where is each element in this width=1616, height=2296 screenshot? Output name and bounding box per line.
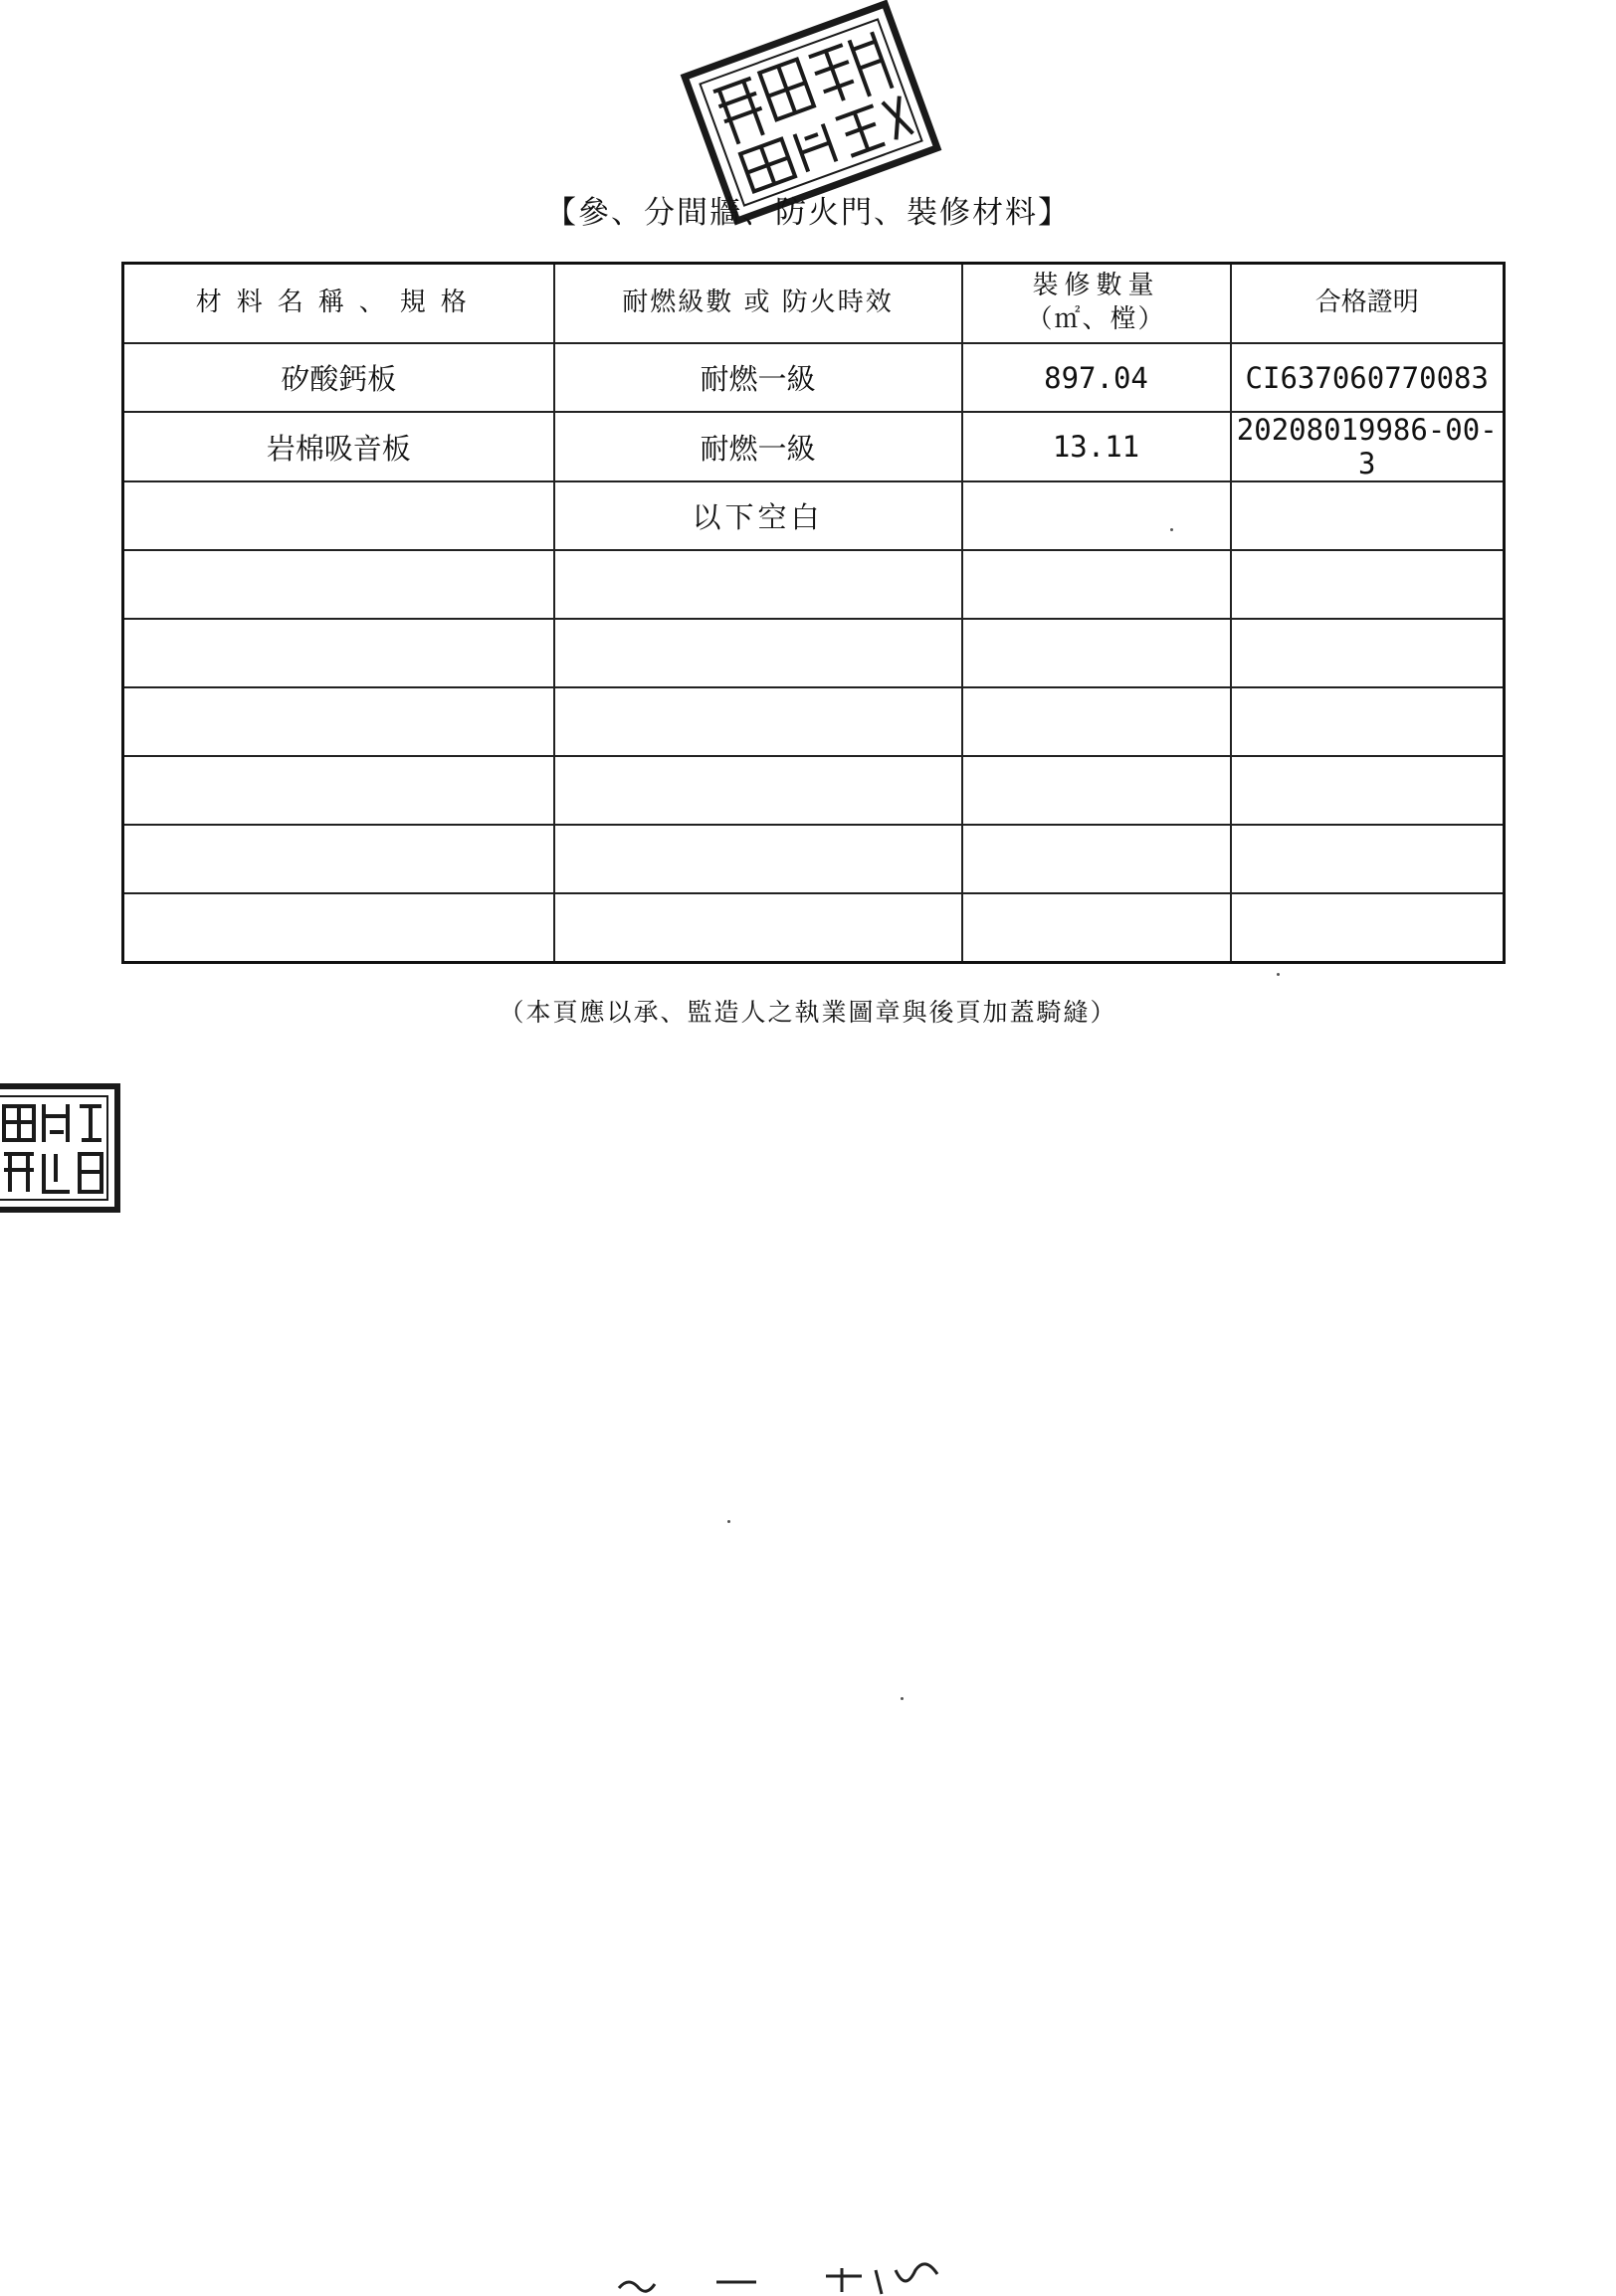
cell-quantity <box>962 550 1231 619</box>
cell-certificate <box>1231 756 1505 825</box>
header-certificate: 合格證明 <box>1231 264 1505 344</box>
cell-fire-rating <box>554 756 962 825</box>
cell-certificate <box>1231 481 1505 550</box>
cell-material-name <box>123 687 554 756</box>
cell-certificate <box>1231 687 1505 756</box>
cell-quantity <box>962 893 1231 963</box>
table-row <box>123 619 1505 687</box>
scan-speck <box>1277 973 1280 976</box>
footnote: （本頁應以承、監造人之執業圖章與後頁加蓋騎縫） <box>499 998 1117 1027</box>
scan-speck <box>901 1697 904 1700</box>
cell-fire-rating: 耐燃一級 <box>554 412 962 481</box>
cell-fire-rating: 耐燃一級 <box>554 343 962 412</box>
table-row <box>123 481 1505 550</box>
table-row <box>123 343 1505 412</box>
cell-quantity <box>962 619 1231 687</box>
table-row <box>123 825 1505 893</box>
bottom-edge-mark <box>607 2258 1025 2296</box>
cell-material-name <box>123 893 554 963</box>
cell-material-name <box>123 550 554 619</box>
cell-certificate <box>1231 825 1505 893</box>
cell-fire-rating <box>554 687 962 756</box>
scan-speck <box>727 1520 730 1523</box>
cell-quantity <box>962 687 1231 756</box>
scan-speck <box>1170 528 1173 531</box>
cell-material-name <box>123 481 554 550</box>
table-row <box>123 893 1505 963</box>
table-row <box>123 412 1505 481</box>
cell-certificate: CI637060770083 <box>1231 343 1505 412</box>
cell-quantity: 897.04 <box>962 343 1231 412</box>
cell-fire-rating <box>554 619 962 687</box>
cell-certificate <box>1231 550 1505 619</box>
table-row <box>123 550 1505 619</box>
cell-quantity <box>962 825 1231 893</box>
table-row <box>123 687 1505 756</box>
cell-material-name: 矽酸鈣板 <box>123 343 554 412</box>
cell-quantity: 13.11 <box>962 412 1231 481</box>
cell-certificate <box>1231 619 1505 687</box>
table-row <box>123 756 1505 825</box>
cell-certificate <box>1231 893 1505 963</box>
architect-seal-left <box>0 1082 123 1214</box>
table-header-row <box>123 264 1505 344</box>
cell-fire-rating <box>554 825 962 893</box>
cell-certificate: 20208019986-00-3 <box>1231 412 1505 481</box>
cell-fire-rating <box>554 550 962 619</box>
cell-quantity <box>962 481 1231 550</box>
document-title: 【參、分間牆、防火門、裝修材料】 <box>545 195 1071 231</box>
cell-material-name <box>123 756 554 825</box>
cell-material-name <box>123 619 554 687</box>
cell-material-name: 岩棉吸音板 <box>123 412 554 481</box>
header-quantity <box>962 264 1231 344</box>
materials-table <box>121 262 1506 964</box>
cell-material-name <box>123 825 554 893</box>
cell-fire-rating <box>554 893 962 963</box>
header-material-name: 材料名稱、規格 <box>123 264 554 344</box>
cell-fire-rating: 以下空白 <box>554 481 962 550</box>
cell-quantity <box>962 756 1231 825</box>
header-quantity-label: 裝修數量 <box>1032 271 1160 301</box>
header-fire-rating: 耐燃級數 或 防火時效 <box>554 264 962 344</box>
header-quantity-unit: （㎡、樘） <box>1026 304 1166 334</box>
